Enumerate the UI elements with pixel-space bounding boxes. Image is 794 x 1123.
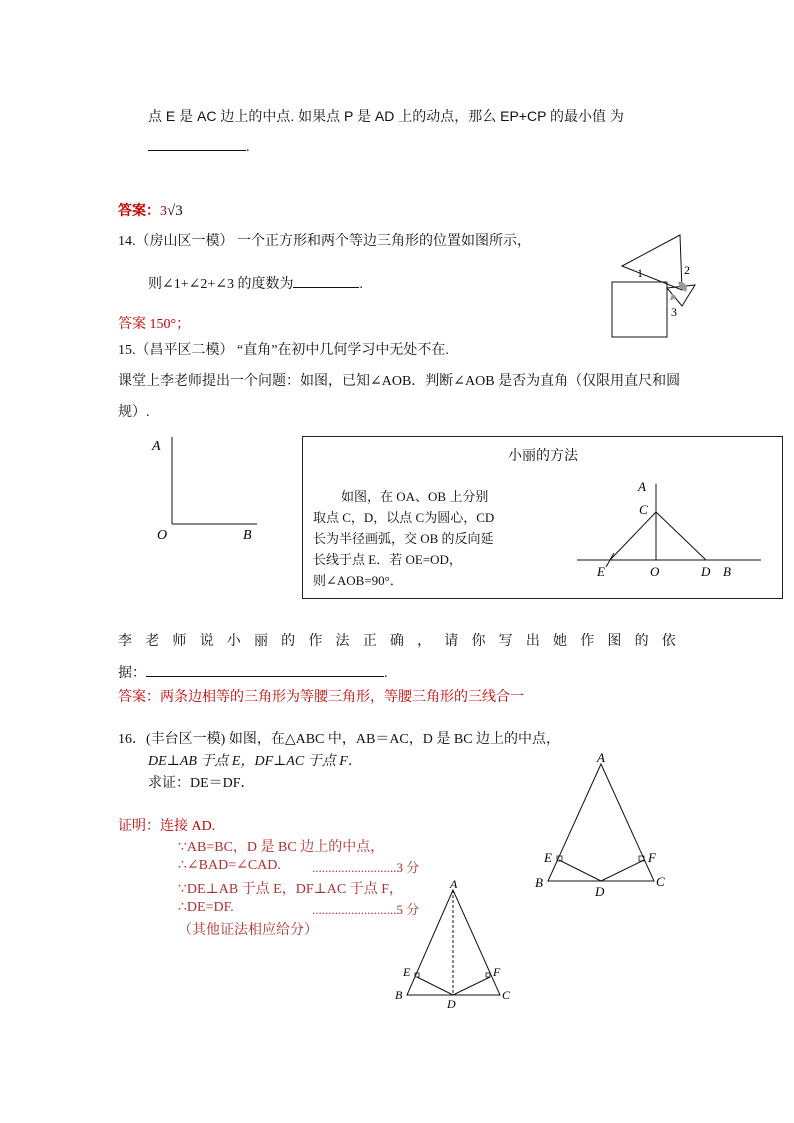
q14-line2-prefix: 则∠1+∠2+∠3 的度数为 [148, 277, 294, 292]
q-char: 丽 [253, 634, 268, 649]
label-O: O [650, 564, 660, 579]
q16-figure-proof [390, 876, 520, 1011]
proof-line-6: （其他证法相应给分） [178, 923, 318, 938]
q15-stem: 15.（昌平区二模） “直角”在初中几何学习中无处不在. [118, 343, 449, 358]
label-B: B [395, 988, 403, 1002]
box-line-2: 取点 C，D，以点 C为圆心，CD [313, 510, 495, 525]
q-char: 小 [226, 634, 241, 649]
box-line-1: 如图，在 OA、OB 上分别 [341, 489, 489, 504]
method-box [302, 436, 783, 599]
label-C: C [502, 988, 511, 1002]
q15-answer: 答案：两条边相等的三角形为等腰三角形，等腰三角形的三线合一 [118, 688, 524, 704]
label-A: A [597, 752, 605, 765]
box-line-4: 长线于点 E．若 OE=OD， [313, 552, 462, 567]
q-char: 法 [335, 634, 350, 649]
q14-line2-suffix: . [359, 277, 363, 292]
q-char: 老 [145, 634, 160, 649]
label-F: F [493, 965, 501, 979]
q15-question-line [118, 630, 676, 650]
label-F: F [648, 850, 656, 865]
label-C: C [656, 874, 665, 889]
q-char: 图 [607, 634, 622, 649]
q16-stem: 16．(丰台区一模) 如图，在△ABC 中，AB＝AC，D 是 BC 边上的中点， [118, 732, 561, 747]
label-E: E [597, 564, 605, 579]
basis-suffix: . [384, 666, 388, 681]
square [612, 282, 667, 337]
q-char: 李 [118, 634, 132, 649]
q-char: 请 [444, 634, 459, 649]
label-C: C [639, 502, 648, 517]
angle-label-2: 2 [684, 263, 690, 277]
q14-answer: 答案 150°； [118, 317, 191, 332]
method-figure [573, 479, 773, 579]
q-char: 你 [471, 634, 486, 649]
segment-df [453, 977, 490, 995]
label-B: B [535, 875, 543, 890]
label-B: B [243, 528, 252, 543]
proof-line-1: 证明：连接 AD. [118, 819, 216, 834]
segment-de [559, 860, 601, 881]
label-E: E [403, 965, 411, 979]
blank-end: . [246, 140, 250, 155]
proof-line-5: ∴DE=DF. [178, 900, 234, 915]
box-line-5: 则∠AOB=90°． [313, 573, 403, 588]
proof-score-2: ..........................5 分 [312, 902, 420, 917]
proof-line-2: ∵AB=BC，D 是 BC 边上的中点， [178, 840, 385, 855]
q15-angle-figure [150, 430, 270, 545]
answer-value: 3 [160, 204, 167, 219]
label-A: A [638, 479, 646, 494]
label-B: B [723, 564, 731, 579]
label-E: E [544, 850, 552, 865]
proof-line-3: ∴∠BAD=∠CAD. [178, 858, 281, 873]
q-char: ， [417, 634, 432, 649]
q13-answer-blank [148, 136, 250, 156]
segment-de [417, 977, 453, 995]
angle-arc-3 [670, 294, 676, 300]
q-char: 的 [281, 634, 296, 649]
angle-label-1: 1 [637, 266, 643, 280]
answer-label: 答案： [118, 204, 160, 219]
q-char: 的 [634, 634, 649, 649]
right-angle-f [486, 973, 490, 977]
q-char: 作 [308, 634, 323, 649]
label-A: A [152, 439, 161, 454]
label-D: D [701, 564, 711, 579]
q-char: 依 [661, 634, 676, 649]
q14-line2 [148, 273, 363, 293]
q-char: 正 [362, 634, 377, 649]
answer-radical: √3 [167, 203, 183, 219]
box-line-3: 长为半径画弧，交 OB 的反向延 [313, 531, 494, 546]
answer-blank [293, 273, 359, 288]
answer-blank [148, 136, 246, 151]
label-A: A [450, 877, 458, 891]
box-title: 小丽的方法 [508, 449, 578, 464]
q-char: 作 [580, 634, 595, 649]
proof-line-4: ∵DE⊥AB 于点 E，DF⊥AC 于点 F， [178, 882, 404, 897]
q15-line2: 课堂上李老师提出一个问题：如图，已知∠AOB．判断∠AOB 是否为直角（仅限用直尺和圆 [118, 374, 681, 389]
q13-answer [118, 200, 183, 220]
q15-basis-line [118, 662, 388, 682]
basis-prefix: 据： [118, 666, 146, 681]
label-D: D [447, 997, 456, 1011]
q-char: 她 [553, 634, 567, 649]
q-char: 说 [199, 634, 214, 649]
angle-label-3: 3 [671, 305, 677, 319]
label-O: O [157, 528, 168, 543]
q-char: 确 [389, 634, 404, 649]
q16-line3: 求证：DE＝DF． [148, 776, 255, 791]
q-char: 写 [498, 634, 513, 649]
q14-figure [600, 230, 710, 342]
segment-df [601, 860, 644, 881]
q-char: 出 [525, 634, 540, 649]
q16-figure-right [528, 752, 673, 900]
label-D: D [595, 884, 605, 899]
q15-line3: 规）. [118, 405, 150, 420]
q-char: 师 [172, 634, 187, 649]
q16-line2: DE⊥AB 于点 E，DF⊥AC 于点 F． [148, 754, 362, 769]
proof-score-1: ..........................3 分 [312, 860, 420, 875]
answer-blank [146, 662, 384, 677]
triangle-abc [548, 764, 654, 881]
q14-stem: 14.（房山区一模） 一个正方形和两个等边三角形的位置如图所示， [118, 234, 531, 249]
segment-ce [610, 512, 656, 560]
q13-line1: 点 E 是 AC 边上的中点. 如果点 P 是 AD 上的动点，那么 EP+CP 的最小值 为 [148, 108, 624, 124]
segment-cd [656, 512, 706, 560]
